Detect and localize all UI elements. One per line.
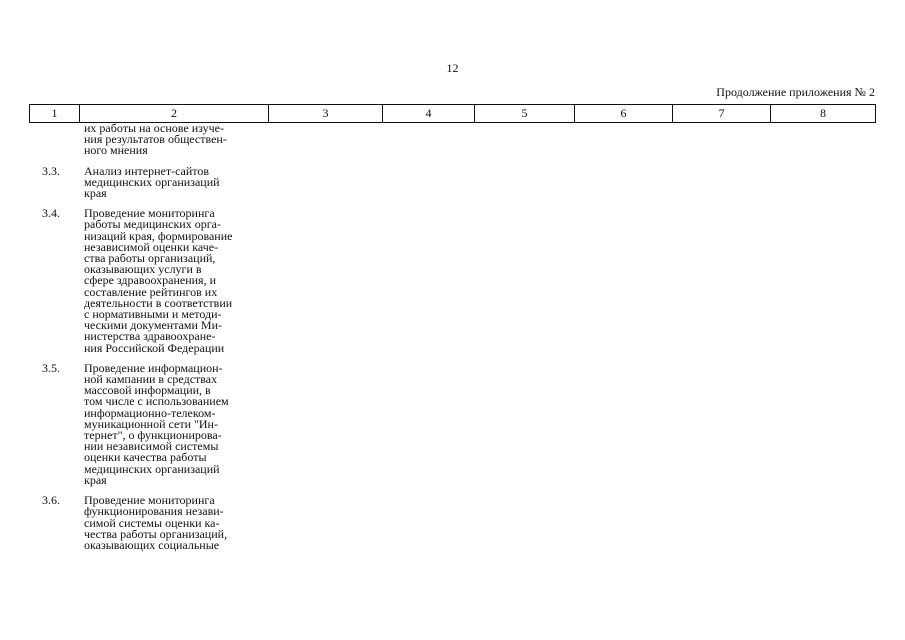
row-description: Проведение информацион- ной кампании в средствах массовой информации, в том числе с использованием информационно-телеком- муникационной сети "Ин- тернет", о функционирова- нии независимой системы оценки качества работы медицинских организаций края bbox=[84, 360, 229, 487]
row-description: их работы на основе изуче- ния результатов обществен- ного мнения bbox=[84, 121, 227, 158]
row-description: Проведение мониторинга функционирования незави- симой системы оценки ка- чества работы организаций, оказывающих социальные bbox=[84, 493, 228, 552]
header-cell-4: 4 bbox=[425, 106, 432, 120]
continuation-label: Продолжение приложения № 2 bbox=[716, 85, 875, 99]
table-row bbox=[29, 163, 279, 201]
page-number: 12 bbox=[446, 61, 459, 75]
header-cell-3: 3 bbox=[322, 106, 329, 120]
row-description: Проведение мониторинга работы медицинских орга- низаций края, формирование независимой оценки каче- ства работы организаций, оказывающих услуги в сфере здравоохранения, и составление рейтингов их деятельности в соответствии с нормативными и методи- ческими документами Ми- нистерства здравоохране- ния Российской Федерации bbox=[84, 206, 233, 355]
header-cell-6: 6 bbox=[620, 106, 627, 120]
table-body bbox=[29, 123, 279, 560]
header-cell-5: 5 bbox=[521, 106, 528, 120]
row-number: 3.6. bbox=[42, 493, 60, 508]
row-number: 3.5. bbox=[42, 360, 60, 375]
table-row bbox=[29, 495, 279, 551]
header-cell-7: 7 bbox=[718, 106, 725, 120]
header-cell-8: 8 bbox=[820, 106, 826, 120]
row-number: 3.3. bbox=[42, 163, 60, 178]
header-cell-2: 2 bbox=[171, 106, 177, 120]
table-row bbox=[29, 208, 279, 354]
table-row bbox=[29, 123, 279, 157]
row-number: 3.4. bbox=[42, 206, 60, 221]
header-cell-1: 1 bbox=[51, 106, 58, 120]
row-description: Анализ интернет-сайтов медицинских организаций края bbox=[84, 163, 220, 201]
table-row bbox=[29, 360, 279, 487]
